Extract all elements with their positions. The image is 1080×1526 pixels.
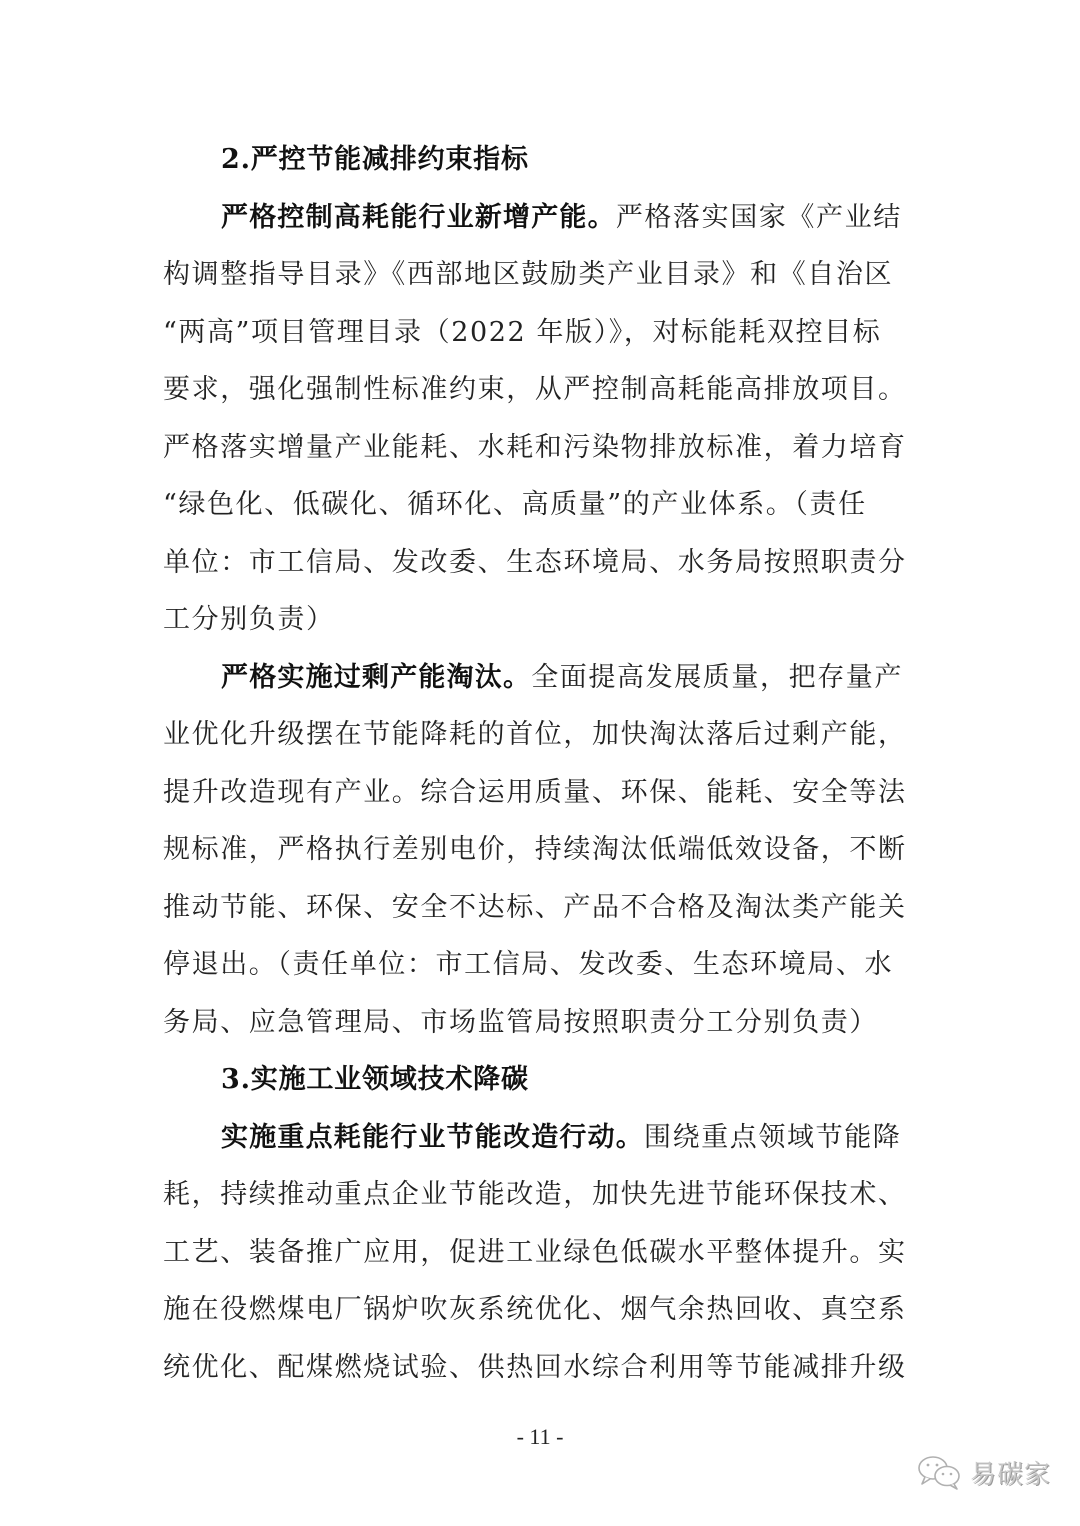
- section-heading-3: 3.实施工业领域技术降碳: [221, 1064, 529, 1095]
- paragraph-line: 推动节能、环保、安全不达标、产品不合格及淘汰类产能关: [163, 891, 907, 923]
- paragraph-line: [163, 189, 923, 247]
- paragraph-line: “绿色化、低碳化、循环化、高质量”的产业体系。（责任: [163, 489, 867, 520]
- paragraph-lead: 严格控制高耗能行业新增产能。: [221, 201, 616, 233]
- paragraph-text: 围绕重点领域节能降: [644, 1121, 902, 1153]
- paragraph-line: 构调整指导目录》《西部地区鼓励类产业目录》和《自治区: [163, 259, 894, 290]
- watermark: [916, 1452, 1051, 1492]
- paragraph-line: 统优化、配煤燃烧试验、供热回水综合利用等节能减排升级: [163, 1351, 907, 1383]
- paragraph-line: [163, 649, 923, 707]
- paragraph-line: 停退出。（责任单位：市工信局、发改委、生态环境局、水: [163, 949, 894, 980]
- paragraph-line: 要求，强化强制性标准约束，从严控制高耗能高排放项目。: [163, 374, 907, 405]
- paragraph-line: 工分别负责）: [163, 604, 335, 635]
- paragraph-line: 业优化升级摆在节能降耗的首位，加快淘汰落后过剩产能，: [163, 719, 907, 750]
- paragraph-line: 提升改造现有产业。综合运用质量、环保、能耗、安全等法: [163, 776, 907, 808]
- paragraph-line: 严格落实增量产业能耗、水耗和污染物排放标准，着力培育: [163, 431, 907, 463]
- paragraph-line: [163, 1109, 923, 1167]
- paragraph-line: 务局、应急管理局、市场监管局按照职责分工分别负责）: [163, 1006, 878, 1038]
- wechat-icon: [916, 1454, 962, 1490]
- paragraph-line: “两高”项目管理目录（2022 年版）》，对标能耗双控目标: [163, 316, 882, 348]
- paragraph-line: 施在役燃煤电厂锅炉吹灰系统优化、烟气余热回收、真空系: [163, 1294, 907, 1325]
- paragraph-lead: 实施重点耗能行业节能改造行动。: [221, 1121, 644, 1153]
- paragraph-line: 工艺、装备推广应用，促进工业绿色低碳水平整体提升。实: [163, 1236, 907, 1268]
- section-heading-2: 2.严控节能减排约束指标: [221, 144, 529, 175]
- paragraph-lead: 严格实施过剩产能淘汰。: [221, 661, 532, 693]
- paragraph-line: 耗，持续推动重点企业节能改造，加快先进节能环保技术、: [163, 1179, 907, 1210]
- paragraph-line: 规标准，严格执行差别电价，持续淘汰低端低效设备，不断: [163, 834, 907, 865]
- paragraph-text: 严格落实国家《产业结: [615, 201, 902, 233]
- watermark-text: 易碳家: [970, 1459, 1052, 1490]
- page-number: - 11 -: [516, 1424, 564, 1449]
- paragraph-line: 单位：市工信局、发改委、生态环境局、水务局按照职责分: [163, 546, 907, 578]
- document-body: [163, 131, 923, 1396]
- paragraph-text: 全面提高发展质量，把存量产: [531, 661, 904, 693]
